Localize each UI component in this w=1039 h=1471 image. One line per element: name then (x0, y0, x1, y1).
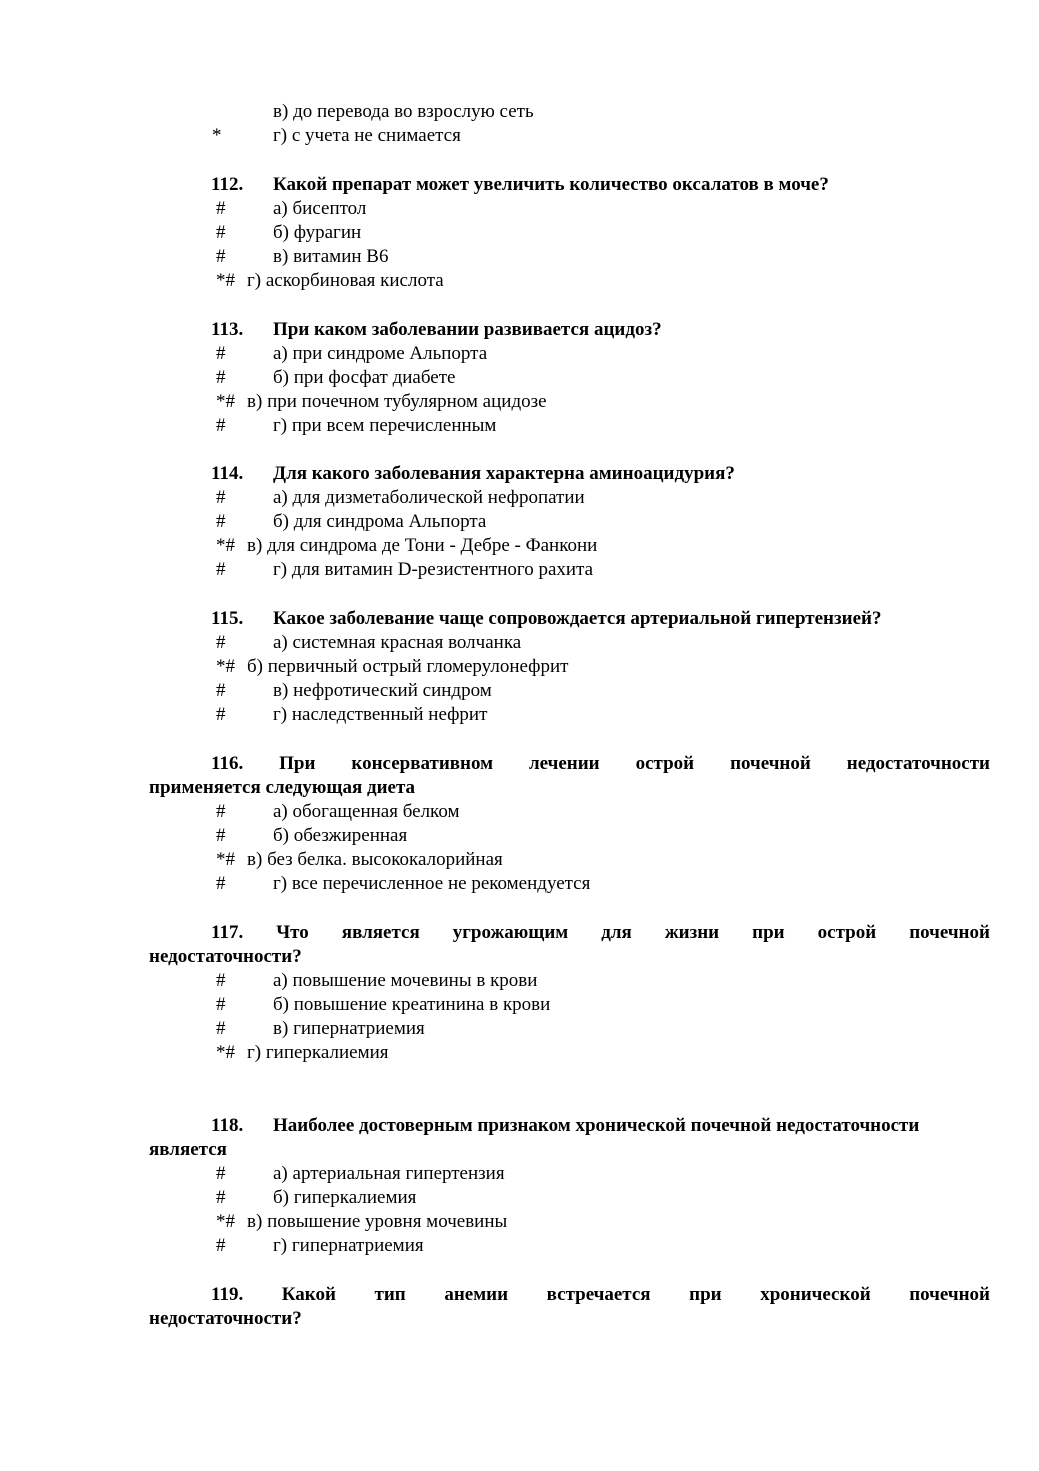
option-text: нефротический синдром (293, 680, 492, 701)
option-line (273, 366, 455, 390)
answer-marker: # (216, 632, 226, 653)
title-word: почечной (909, 922, 990, 943)
option-letter: б) (247, 656, 263, 677)
option-text: обогащенная белком (292, 801, 460, 822)
title-word: является (341, 922, 420, 943)
option-text: при почечном тубулярном ацидозе (267, 391, 547, 412)
option-text: бисептол (292, 198, 367, 219)
question-title-continuation: является (149, 1139, 227, 1160)
option-text: при всем перечисленным (291, 415, 497, 436)
option-line (247, 655, 568, 679)
title-word: встречается (546, 1284, 651, 1305)
option-letter: а) (273, 198, 288, 219)
option-text: обезжиренная (293, 825, 408, 846)
question-title-continuation: применяется следующая диета (149, 777, 416, 798)
option-letter: а) (273, 801, 288, 822)
answer-marker-correct: *# (216, 1211, 235, 1232)
question-title: Какое заболевание чаще сопровождается артериальной гипертензией? (273, 608, 882, 629)
option-letter: в) (247, 391, 263, 412)
title-word: тип (374, 1284, 406, 1305)
option-letter: г) (273, 125, 288, 146)
question-title: При каком заболевании развивается ацидоз? (273, 319, 662, 340)
option-line (273, 824, 407, 848)
title-word: хронической (760, 1284, 871, 1305)
option-letter: а) (273, 970, 288, 991)
option-text: все перечисленное не рекомендуется (291, 873, 591, 894)
question-title: Для какого заболевания характерна аминоацидурия? (273, 463, 735, 484)
option-text: наследственный нефрит (291, 704, 488, 725)
answer-marker: # (216, 487, 226, 508)
option-text: без белка. высококалорийная (267, 849, 503, 870)
option-letter: в) (273, 101, 289, 122)
option-letter: а) (273, 1163, 288, 1184)
title-word: консервативном (351, 753, 494, 774)
option-line (273, 679, 492, 703)
title-word: Какой (281, 1284, 336, 1305)
option-line (273, 414, 496, 438)
option-letter: б) (273, 994, 289, 1015)
option-letter: в) (247, 1211, 263, 1232)
answer-marker: * (212, 125, 222, 146)
option-letter: в) (273, 246, 289, 267)
option-letter: б) (273, 825, 289, 846)
option-letter: г) (273, 1235, 288, 1256)
option-line (273, 872, 590, 896)
answer-marker: # (216, 1187, 226, 1208)
option-line (273, 1234, 424, 1258)
question-title (211, 1283, 990, 1307)
title-word: При (279, 753, 316, 774)
option-line (273, 510, 486, 534)
option-line (273, 558, 593, 582)
question-number: 114. (211, 463, 244, 484)
answer-marker: # (216, 198, 226, 219)
option-letter: г) (273, 704, 288, 725)
answer-marker: # (216, 415, 226, 436)
question-number: 119. (211, 1284, 244, 1305)
answer-marker: # (216, 1018, 226, 1039)
option-letter: б) (273, 511, 289, 532)
option-line (273, 631, 521, 655)
answer-marker: # (216, 559, 226, 580)
option-line (273, 1017, 425, 1041)
question-title: Какой препарат может увеличить количество оксалатов в моче? (273, 174, 829, 195)
title-word: острой (635, 753, 695, 774)
question-title-continuation: недостаточности? (149, 946, 302, 967)
option-text: при фосфат диабете (293, 367, 456, 388)
question-number: 113. (211, 319, 244, 340)
answer-marker-correct: *# (216, 391, 235, 412)
answer-marker-correct: *# (216, 535, 235, 556)
option-text: витамин В6 (293, 246, 389, 267)
option-line (273, 342, 487, 366)
option-line (273, 245, 388, 269)
option-text: для дизметаболической нефропатии (292, 487, 585, 508)
question-number: 118. (211, 1115, 244, 1136)
option-letter: б) (273, 1187, 289, 1208)
option-text: фурагин (293, 222, 362, 243)
answer-marker: # (216, 994, 226, 1015)
option-text: с учета не снимается (291, 125, 461, 146)
title-word: острой (817, 922, 877, 943)
option-line (273, 993, 550, 1017)
answer-marker: # (216, 704, 226, 725)
option-text: для синдрома де Тони - Дебре - Фанкони (267, 535, 598, 556)
question-number: 112. (211, 174, 244, 195)
option-text: для витамин D-резистентного рахита (291, 559, 594, 580)
option-line (247, 1210, 507, 1234)
option-line (273, 703, 487, 727)
option-letter: в) (247, 535, 263, 556)
option-line (273, 1186, 416, 1210)
title-word: угрожающим (452, 922, 569, 943)
option-text: повышение креатинина в крови (293, 994, 551, 1015)
question-title-continuation: недостаточности? (149, 1308, 302, 1329)
answer-marker: # (216, 1163, 226, 1184)
answer-marker: # (216, 873, 226, 894)
answer-marker-correct: *# (216, 849, 235, 870)
option-line (273, 486, 585, 510)
question-number: 117. (211, 922, 244, 943)
question-number: 115. (211, 608, 244, 629)
option-line (273, 969, 537, 993)
answer-marker: # (216, 367, 226, 388)
option-text: артериальная гипертензия (292, 1163, 505, 1184)
option-text: повышение мочевины в крови (292, 970, 538, 991)
option-text: гиперкалиемия (265, 1042, 389, 1063)
title-word: при (689, 1284, 722, 1305)
option-line (273, 800, 460, 824)
option-letter: б) (273, 222, 289, 243)
option-letter: г) (247, 270, 262, 291)
question-title (211, 752, 990, 776)
option-line (273, 1162, 505, 1186)
option-letter: б) (273, 367, 289, 388)
title-word: недостаточности (846, 753, 990, 774)
option-text: для синдрома Альпорта (293, 511, 487, 532)
title-word: Что (276, 922, 309, 943)
option-line (273, 221, 361, 245)
option-text: при синдроме Альпорта (292, 343, 488, 364)
answer-marker: # (216, 825, 226, 846)
title-word: лечении (529, 753, 600, 774)
option-text: первичный острый гломерулонефрит (267, 656, 569, 677)
option-text: гипернатриемия (293, 1018, 425, 1039)
answer-marker: # (216, 680, 226, 701)
option-letter: г) (273, 873, 288, 894)
title-word: при (752, 922, 785, 943)
answer-marker: # (216, 222, 226, 243)
option-text: гиперкалиемия (293, 1187, 417, 1208)
option-letter: в) (247, 849, 263, 870)
title-word: почечной (909, 1284, 990, 1305)
answer-marker: # (216, 511, 226, 532)
answer-marker: # (216, 343, 226, 364)
question-title (211, 921, 990, 945)
option-text: до перевода во взрослую сеть (293, 101, 534, 122)
option-line (273, 197, 366, 221)
option-text: аскорбиновая кислота (265, 270, 444, 291)
option-line (247, 1041, 389, 1065)
option-letter: г) (247, 1042, 262, 1063)
answer-marker: # (216, 1235, 226, 1256)
option-text: системная красная волчанка (292, 632, 522, 653)
option-letter: в) (273, 680, 289, 701)
option-line (273, 100, 534, 124)
question-title: Наиболее достоверным признаком хронической почечной недостаточности (273, 1115, 920, 1136)
option-text: повышение уровня мочевины (267, 1211, 508, 1232)
option-letter: а) (273, 487, 288, 508)
option-letter: г) (273, 559, 288, 580)
answer-marker-correct: *# (216, 1042, 235, 1063)
title-word: почечной (730, 753, 811, 774)
option-line (247, 390, 547, 414)
option-letter: в) (273, 1018, 289, 1039)
option-line (247, 848, 503, 872)
answer-marker-correct: *# (216, 270, 235, 291)
option-letter: а) (273, 632, 288, 653)
answer-marker: # (216, 970, 226, 991)
option-letter: а) (273, 343, 288, 364)
title-word: жизни (664, 922, 720, 943)
option-text: гипернатриемия (291, 1235, 424, 1256)
option-line (273, 124, 461, 148)
option-line (247, 534, 597, 558)
option-line (247, 269, 444, 293)
title-word: для (601, 922, 632, 943)
title-word: анемии (444, 1284, 509, 1305)
answer-marker: # (216, 246, 226, 267)
answer-marker: # (216, 801, 226, 822)
answer-marker-correct: *# (216, 656, 235, 677)
option-letter: г) (273, 415, 288, 436)
question-number: 116. (211, 753, 244, 774)
